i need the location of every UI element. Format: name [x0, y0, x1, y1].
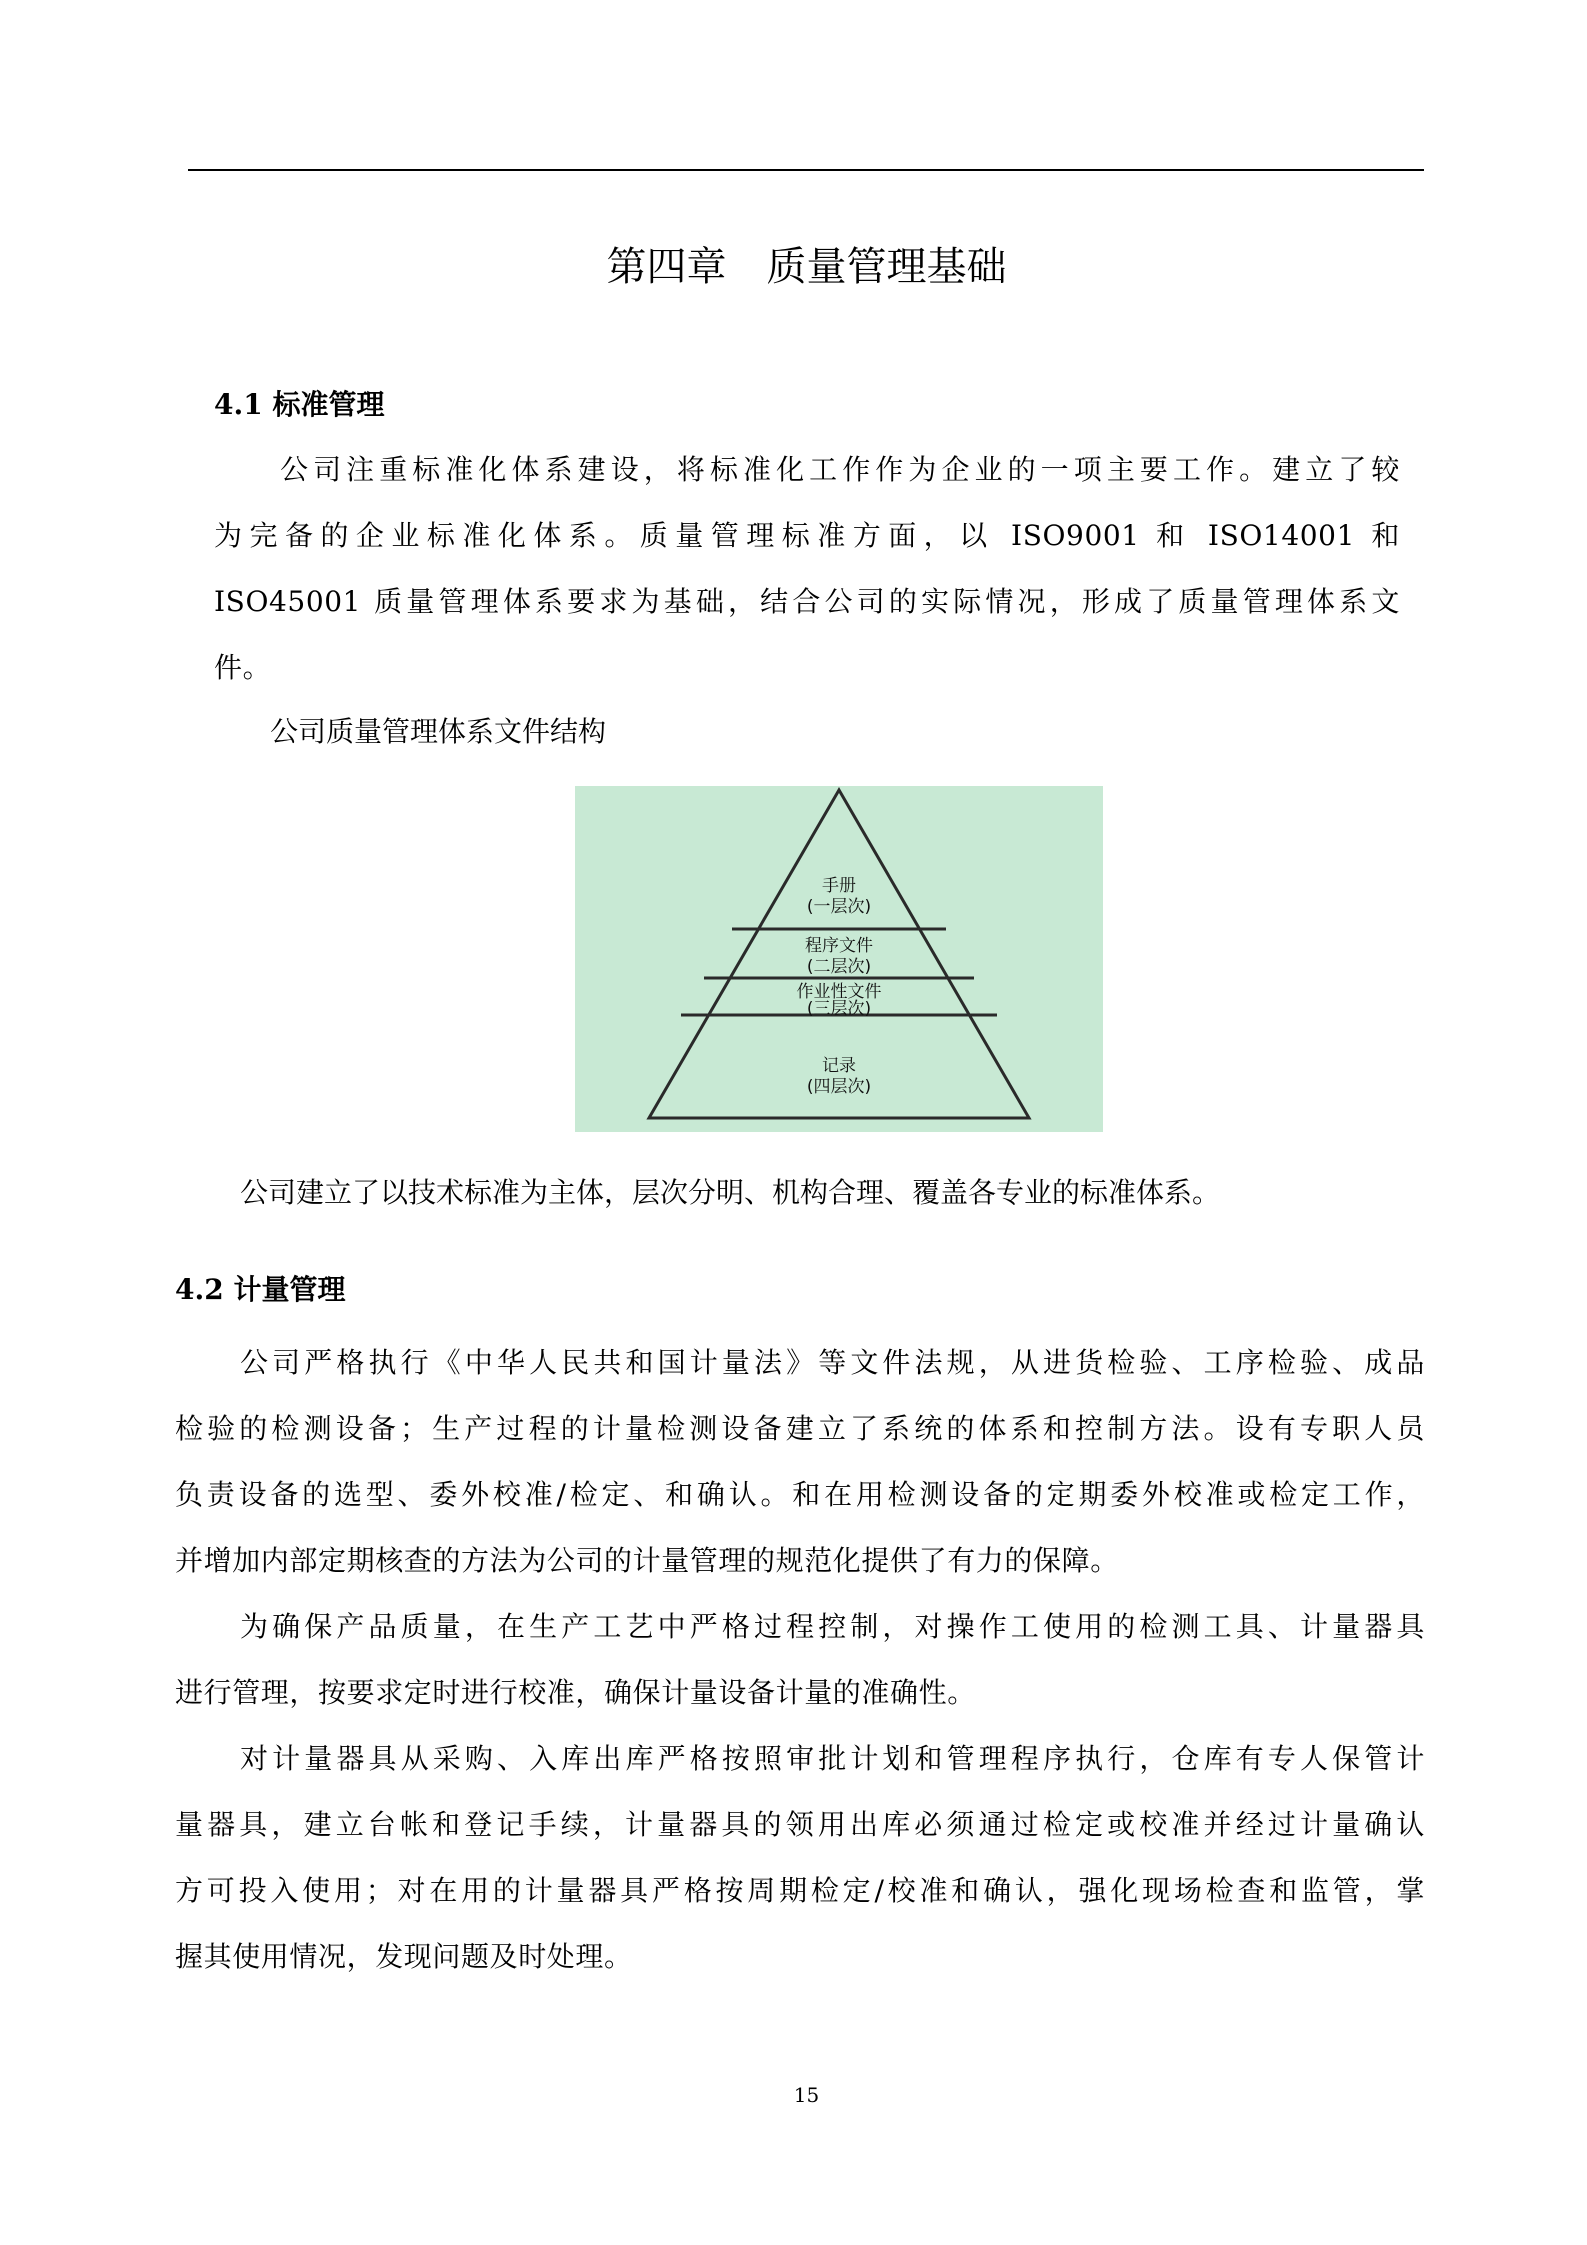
- tier-work-instructions: [575, 982, 1103, 1019]
- section-heading-4-2: 4.2 计量管理: [175, 1273, 346, 1306]
- tier-level: (四层次): [806, 1077, 872, 1097]
- tier-name: 作业性文件: [796, 982, 882, 1002]
- paragraph-line: 为完备的企业标准化体系。质量管理标准方面，以 ISO9001 和 ISO14001 和: [214, 519, 1400, 552]
- tier-name: 记录: [822, 1056, 856, 1076]
- section-2-paragraph-1: [175, 1330, 1425, 1594]
- section-1-paragraph: [214, 437, 1400, 701]
- paragraph-line: 为确保产品质量，在生产工艺中严格过程控制，对操作工使用的检测工具、计量器具: [240, 1610, 1425, 1643]
- section-2-paragraph-3: [175, 1726, 1425, 1990]
- section-2-paragraph-2: [175, 1594, 1425, 1726]
- paragraph-line: 并增加内部定期核查的方法为公司的计量管理的规范化提供了有力的保障。: [175, 1544, 1119, 1577]
- page-number: 15: [793, 2083, 820, 2107]
- paragraph-line: 方可投入使用；对在用的计量器具严格按周期检定/校准和确认，强化现场检查和监管，掌: [175, 1874, 1425, 1907]
- tier-name: 程序文件: [805, 936, 873, 956]
- tier-records: [575, 1056, 1103, 1098]
- paragraph-line: ISO45001 质量管理体系要求为基础，结合公司的实际情况，形成了质量管理体系文: [214, 585, 1400, 618]
- tier-level: (二层次): [806, 957, 872, 977]
- paragraph-line: 对计量器具从采购、入库出库严格按照审批计划和管理程序执行，仓库有专人保管计: [240, 1742, 1425, 1775]
- section-heading-4-1: 4.1 标准管理: [214, 388, 385, 421]
- paragraph-line: 公司注重标准化体系建设，将标准化工作作为企业的一项主要工作。建立了较: [280, 453, 1400, 486]
- tier-manual: [575, 876, 1103, 918]
- tier-name: 手册: [822, 876, 856, 896]
- paragraph-line: 公司严格执行《中华人民共和国计量法》等文件法规，从进货检验、工序检验、成品: [240, 1346, 1425, 1379]
- paragraph-line: 量器具，建立台帐和登记手续，计量器具的领用出库必须通过检定或校准并经过计量确认: [175, 1808, 1425, 1841]
- paragraph-line: 进行管理，按要求定时进行校准，确保计量设备计量的准确性。: [175, 1676, 976, 1709]
- section-1-summary: 公司建立了以技术标准为主体，层次分明、机构合理、覆盖各专业的标准体系。: [240, 1176, 1221, 1209]
- paragraph-line: 检验的检测设备；生产过程的计量检测设备建立了系统的体系和控制方法。设有专职人员: [175, 1412, 1425, 1445]
- tier-level: (一层次): [806, 897, 872, 917]
- document-structure-pyramid: [575, 786, 1103, 1132]
- figure-caption: 公司质量管理体系文件结构: [270, 715, 607, 748]
- tier-level: (三层次): [806, 999, 872, 1019]
- paragraph-line: 负责设备的选型、委外校准/检定、和确认。和在用检测设备的定期委外校准或检定工作，: [175, 1478, 1425, 1511]
- chapter-title: 第四章 质量管理基础: [606, 244, 1007, 290]
- tier-procedures: [575, 936, 1103, 978]
- paragraph-line: 握其使用情况，发现问题及时处理。: [175, 1940, 633, 1973]
- paragraph-line: 件。: [214, 651, 272, 684]
- header-rule: [188, 169, 1424, 171]
